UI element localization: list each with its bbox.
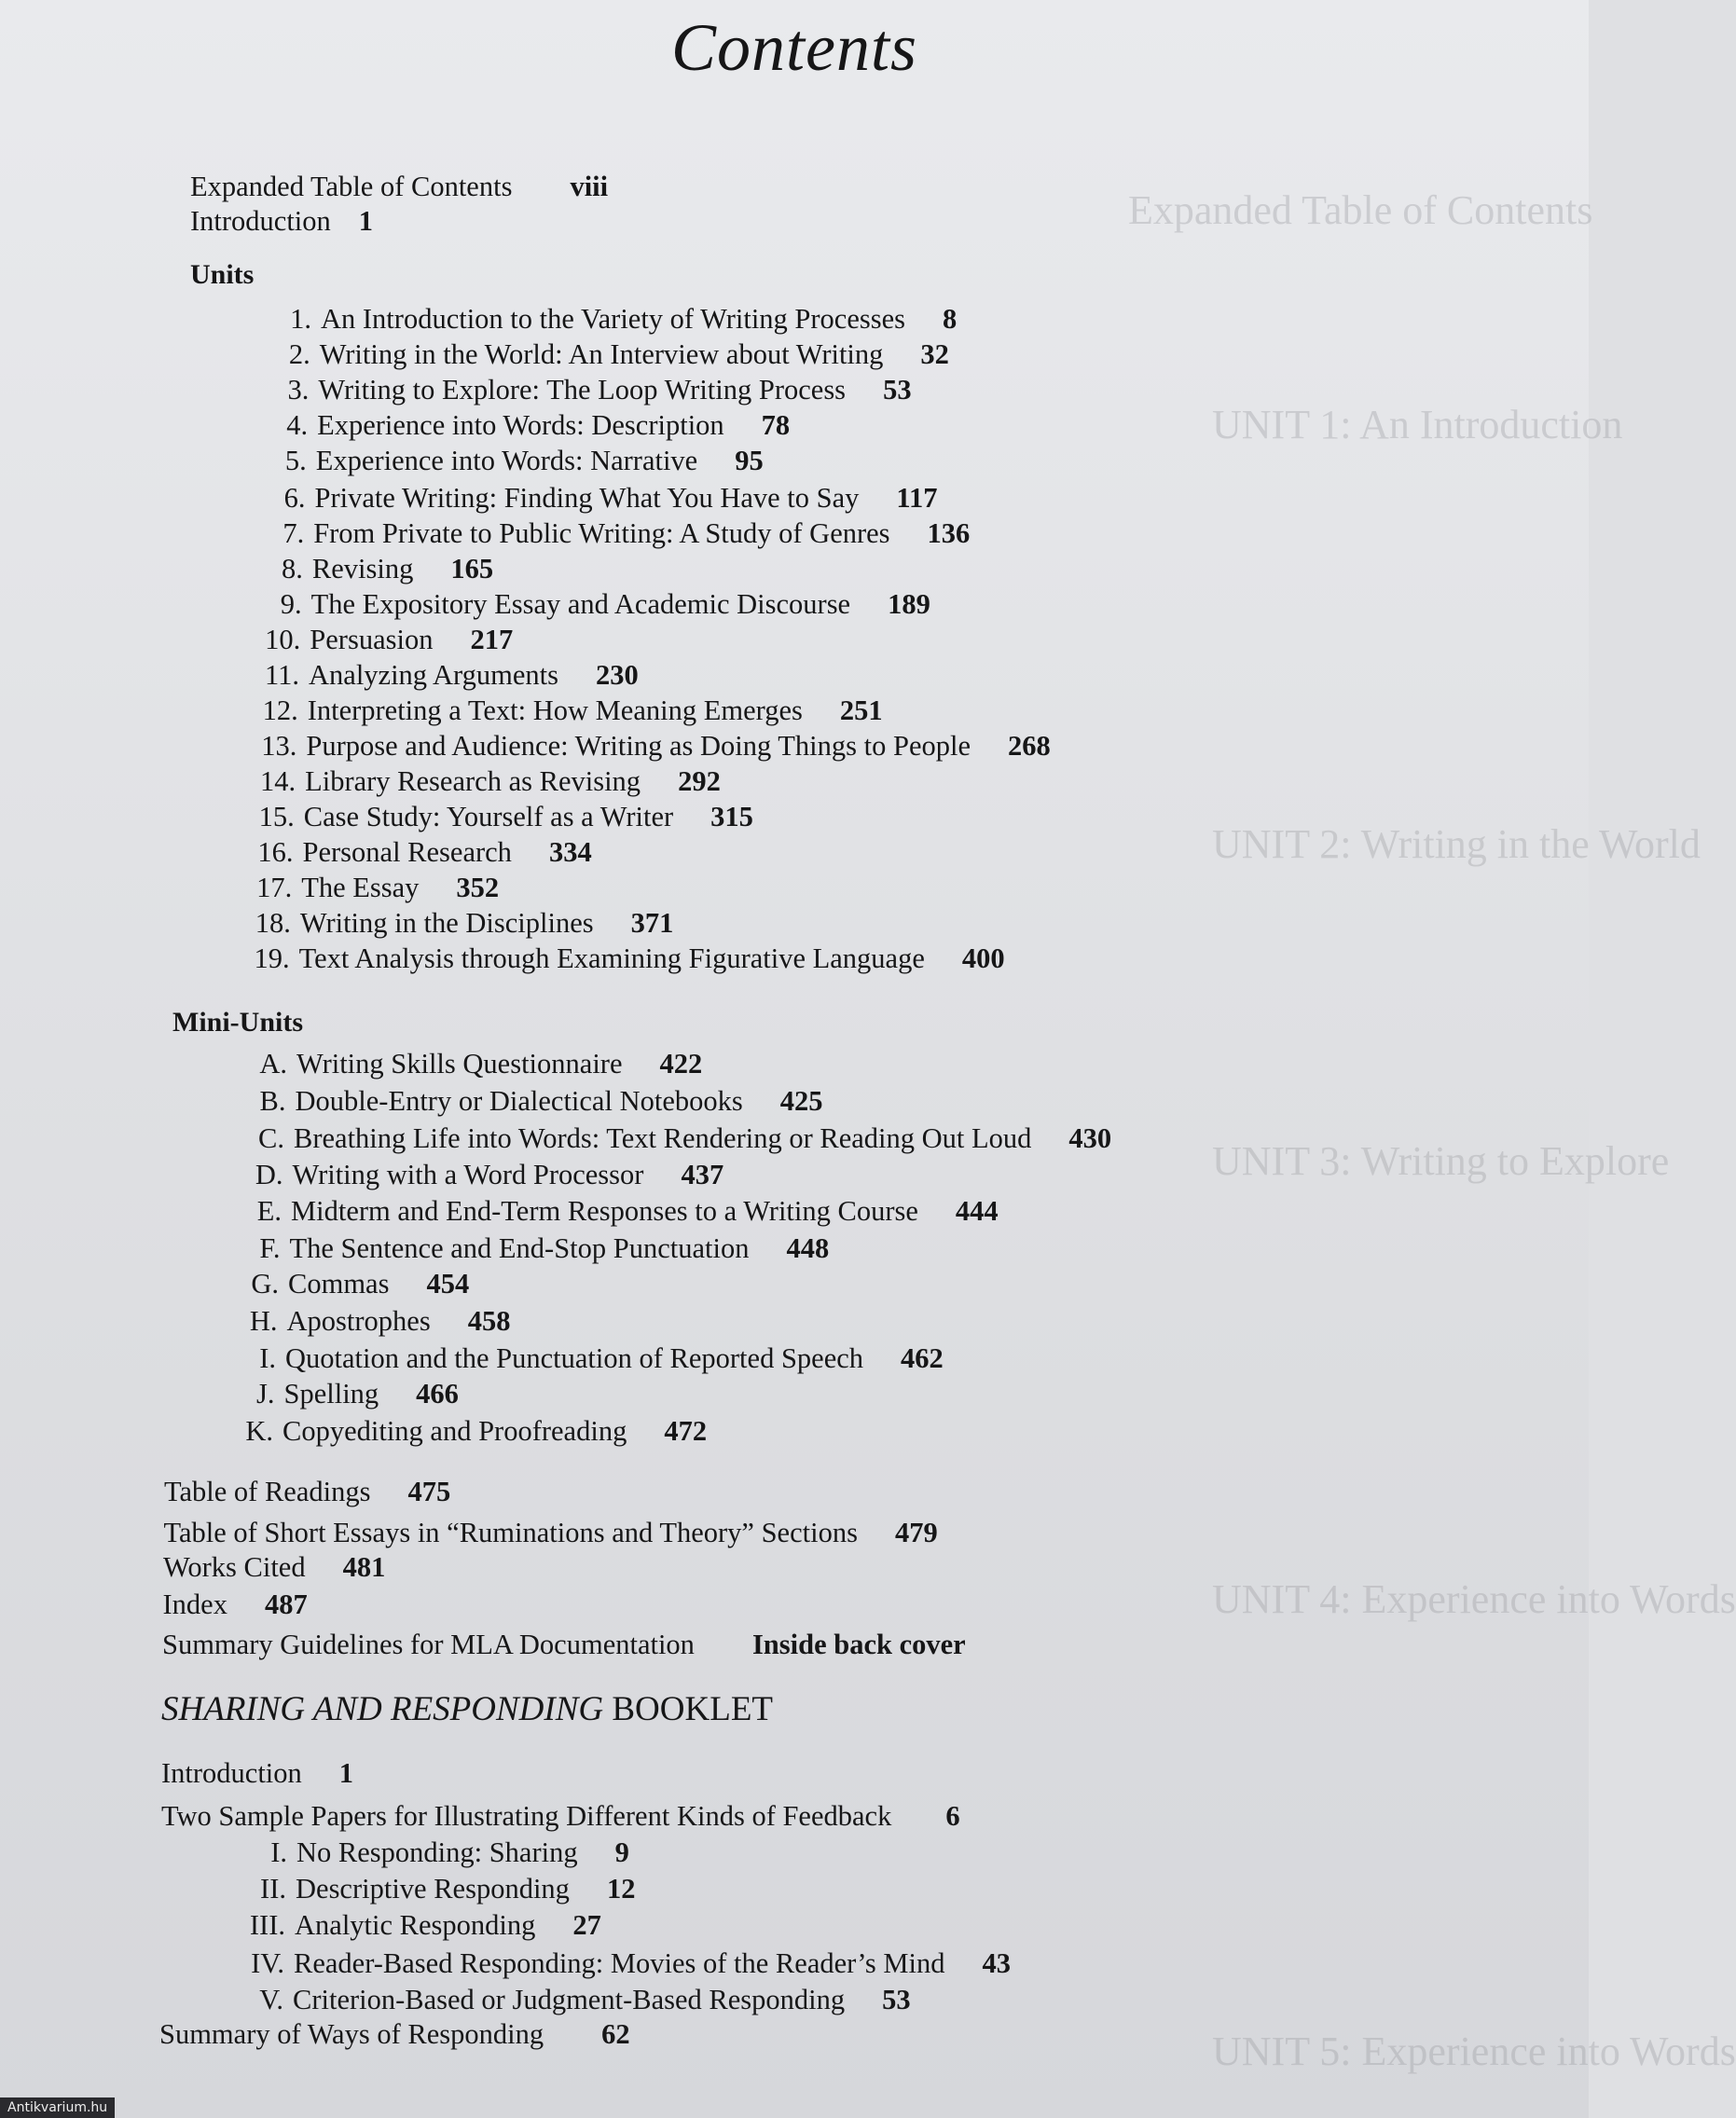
toc-entry	[259, 407, 790, 443]
page-number: 422	[659, 1048, 703, 1080]
page-number: 43	[982, 1947, 1011, 1979]
entry-title: Table of Short Essays in “Ruminations and Theory” Sections	[163, 1517, 858, 1548]
entry-number: 4.	[286, 409, 309, 441]
toc-entry	[159, 2016, 630, 2052]
toc-entry	[243, 1231, 830, 1266]
entry-title: Persuasion	[310, 624, 434, 655]
page-number: 1	[358, 205, 374, 237]
page-number: 136	[927, 517, 971, 549]
entry-title: Writing in the World: An Interview about Writing	[319, 338, 884, 370]
toc-entry	[235, 1982, 911, 2017]
entry-number: V.	[259, 1984, 283, 2015]
entry-number: A.	[259, 1048, 287, 1080]
entry-title: Works Cited	[163, 1551, 306, 1583]
page-number: 472	[664, 1415, 708, 1447]
entry-title: Writing in the Disciplines	[299, 907, 594, 939]
page-number: 53	[882, 1984, 911, 2015]
entry-title: Analytic Responding	[295, 1909, 536, 1941]
entry-title: Analyzing Arguments	[309, 659, 558, 691]
page-number: 334	[548, 836, 592, 868]
toc-entry	[163, 1549, 385, 1585]
entry-title: Reader-Based Responding: Movies of the Reader’s Mind	[294, 1947, 945, 1979]
toc-entry	[164, 1515, 938, 1550]
entry-number: IV.	[251, 1947, 284, 1979]
page-number: 32	[920, 338, 949, 370]
entry-number: 14.	[259, 765, 296, 797]
toc-entry	[242, 905, 674, 941]
page-number: 9	[614, 1836, 629, 1868]
toc-entry	[258, 443, 764, 478]
entry-title: Introduction	[190, 205, 331, 237]
entry-number: 9.	[280, 588, 302, 620]
entry-title: Writing to Explore: The Loop Writing Process	[318, 374, 847, 406]
booklet-heading-rest: BOOKLET	[603, 1690, 774, 1728]
toc-entry	[161, 1755, 353, 1791]
entry-number: 7.	[282, 517, 305, 549]
toc-entry	[262, 337, 949, 372]
entry-number: 10.	[265, 624, 301, 655]
toc-entry	[247, 763, 721, 799]
page-number: viii	[570, 171, 609, 202]
entry-title: Criterion-Based or Judgment-Based Responding	[293, 1984, 846, 2015]
entry-title: The Sentence and End-Stop Punctuation	[289, 1232, 750, 1264]
booklet-heading	[161, 1689, 773, 1729]
page-number: 371	[630, 907, 674, 939]
entry-number: 13.	[261, 730, 297, 762]
toc-entry	[236, 1413, 707, 1449]
entry-number: 12.	[262, 695, 298, 726]
toc-entry	[249, 1083, 823, 1119]
entry-number: I.	[270, 1836, 287, 1868]
entry-title: Spelling	[283, 1378, 379, 1410]
entry-title: Expanded Table of Contents	[190, 171, 513, 202]
entry-title: Library Research as Revising	[305, 765, 641, 797]
toc-entry	[241, 941, 1005, 976]
toc-entry	[246, 799, 753, 834]
page-number: 487	[264, 1588, 308, 1620]
section-heading-mini-units: Mini-Units	[172, 1007, 304, 1038]
entry-number: F.	[259, 1232, 281, 1264]
page-number: 268	[1008, 730, 1051, 762]
entry-number: B.	[259, 1085, 286, 1117]
entry-number: 19.	[254, 942, 290, 974]
page-number: 462	[901, 1342, 944, 1374]
toc-entry	[255, 551, 493, 586]
page-number: 479	[894, 1517, 938, 1548]
entry-number: G.	[251, 1268, 279, 1300]
toc-entry	[255, 516, 970, 551]
toc-entry	[250, 1046, 702, 1081]
page-number: 12	[606, 1873, 636, 1905]
toc-entry	[162, 1627, 966, 1662]
entry-title: From Private to Public Writing: A Study of Genres	[313, 517, 890, 549]
page-number: 352	[456, 872, 500, 903]
entry-number: 17.	[256, 872, 293, 903]
entry-number: 15.	[258, 801, 295, 832]
entry-number: J.	[256, 1378, 275, 1410]
entry-number: 2.	[288, 338, 310, 370]
entry-title: Purpose and Audience: Writing as Doing Things to People	[306, 730, 971, 762]
toc-entry	[190, 203, 373, 239]
entry-number: E.	[256, 1195, 282, 1227]
toc-entry	[241, 1303, 511, 1339]
toc-entry	[241, 1266, 469, 1301]
booklet-heading-italic: SHARING AND RESPONDING	[161, 1690, 604, 1728]
entry-title: Copyediting and Proofreading	[282, 1415, 627, 1447]
page-number: 425	[779, 1085, 823, 1117]
page-number: 6	[945, 1800, 960, 1832]
entry-title: Two Sample Papers for Illustrating Different Kinds of Feedback	[161, 1800, 892, 1832]
toc-entry	[244, 1193, 999, 1229]
page-number: 400	[961, 942, 1005, 974]
entry-title: Table of Readings	[164, 1476, 371, 1507]
page-number: 62	[601, 2018, 630, 2050]
entry-title: Summary Guidelines for MLA Documentation	[162, 1629, 695, 1660]
toc-entry	[239, 1835, 629, 1870]
entry-number: II.	[260, 1873, 286, 1905]
entry-title: Index	[162, 1588, 227, 1620]
entry-number: 1.	[290, 303, 311, 335]
entry-title: Quotation and the Punctuation of Reported Speech	[285, 1342, 864, 1374]
entry-title: Case Study: Yourself as a Writer	[303, 801, 674, 832]
entry-number: C.	[258, 1122, 284, 1154]
watermark: Antikvarium.hu	[0, 2097, 115, 2118]
bleed-through-text: UNIT 5: Experience into Words	[1212, 2029, 1736, 2074]
entry-title: Commas	[288, 1268, 390, 1300]
page-number: 448	[786, 1232, 830, 1264]
entry-title: The Essay	[301, 872, 420, 903]
page-number: 8	[943, 303, 958, 335]
page-number: 27	[572, 1909, 601, 1941]
toc-entry	[243, 870, 499, 905]
toc-entry	[236, 1946, 1011, 1981]
entry-number: K.	[245, 1415, 273, 1447]
entry-title: Experience into Words: Narrative	[315, 445, 698, 476]
entry-title: Double-Entry or Dialectical Notebooks	[295, 1085, 743, 1117]
entry-number: 16.	[257, 836, 294, 868]
toc-entry	[252, 622, 513, 657]
page-number: 117	[896, 482, 938, 514]
toc-entry	[190, 169, 608, 204]
entry-number: 3.	[287, 374, 310, 406]
page-number: 78	[761, 409, 791, 441]
toc-entry	[254, 586, 930, 622]
entry-number: 5.	[284, 445, 307, 476]
entry-title: The Expository Essay and Academic Discourse	[310, 588, 851, 620]
toc-entry	[245, 834, 592, 870]
page-number: 1	[338, 1757, 354, 1789]
toc-entry	[164, 1474, 450, 1509]
entry-title: Text Analysis through Examining Figurative Language	[298, 942, 925, 974]
entry-title: Personal Research	[302, 836, 512, 868]
entry-title: Revising	[311, 553, 414, 585]
entry-title: Summary of Ways of Responding	[159, 2018, 544, 2050]
bleed-through-text: UNIT 1: An Introduction	[1212, 402, 1623, 447]
entry-number: 8.	[282, 553, 303, 585]
toc-entry	[260, 372, 911, 407]
entry-title: An Introduction to the Variety of Writing Processes	[321, 303, 906, 335]
toc-entry	[246, 1157, 724, 1192]
page-number: 217	[470, 624, 514, 655]
entry-title: Introduction	[161, 1757, 302, 1789]
page-number: 230	[595, 659, 639, 691]
entry-title: Private Writing: Finding What You Have to Say	[314, 482, 860, 514]
page-number: 481	[342, 1551, 386, 1583]
entry-title: Descriptive Responding	[296, 1873, 570, 1905]
entry-number: D.	[255, 1159, 283, 1190]
entry-title: Writing Skills Questionnaire	[296, 1048, 623, 1080]
page-number: 475	[407, 1476, 451, 1507]
entry-number: 6.	[283, 482, 306, 514]
bleed-through-text: UNIT 2: Writing in the World	[1212, 821, 1701, 867]
entry-title: Experience into Words: Description	[317, 409, 724, 441]
entry-number: III.	[249, 1909, 285, 1941]
toc-entry	[257, 480, 938, 516]
page-number: 454	[426, 1268, 470, 1300]
entry-number: 11.	[265, 659, 299, 691]
entry-title: Midterm and End-Term Responses to a Writing Course	[291, 1195, 918, 1227]
page-number: 53	[883, 374, 912, 406]
bleed-through-text: Expanded Table of Contents	[1128, 187, 1593, 233]
entry-number: I.	[259, 1342, 276, 1374]
toc-entry	[250, 693, 883, 728]
entry-title: Writing with a Word Processor	[292, 1159, 644, 1190]
bleed-through-text: UNIT 4: Experience into Words	[1212, 1576, 1736, 1622]
toc-entry	[263, 301, 957, 337]
section-heading-units: Units	[190, 259, 255, 290]
toc-entry	[163, 1587, 308, 1622]
entry-title: Apostrophes	[286, 1305, 431, 1337]
page-number: 292	[678, 765, 721, 797]
page-number: 95	[735, 445, 764, 476]
toc-entry	[239, 1341, 944, 1376]
bleed-through-text: UNIT 3: Writing to Explore	[1212, 1138, 1670, 1184]
toc-entry	[247, 1121, 1111, 1156]
toc-entry	[237, 1907, 601, 1943]
page-number: 437	[681, 1159, 724, 1190]
entry-title: No Responding: Sharing	[296, 1836, 578, 1868]
entry-title: Interpreting a Text: How Meaning Emerges	[307, 695, 803, 726]
page-title: Contents	[670, 10, 917, 85]
toc-entry	[238, 1871, 635, 1906]
entry-number: H.	[249, 1305, 278, 1337]
page-number: 315	[710, 801, 753, 832]
page-number: 251	[839, 695, 883, 726]
page-number: 458	[467, 1305, 511, 1337]
entry-title: Breathing Life into Words: Text Rendering or Reading Out Loud	[294, 1122, 1032, 1154]
page-number: 430	[1068, 1122, 1112, 1154]
toc-entry	[248, 728, 1050, 763]
toc-entry	[238, 1376, 459, 1411]
page-number: 444	[955, 1195, 999, 1227]
page-number: 165	[450, 553, 494, 585]
page-number: 466	[416, 1378, 459, 1410]
toc-entry	[251, 657, 639, 693]
page-number: 189	[888, 588, 930, 620]
toc-entry	[161, 1798, 960, 1834]
entry-number: 18.	[255, 907, 291, 939]
page-number: Inside back cover	[751, 1629, 966, 1660]
